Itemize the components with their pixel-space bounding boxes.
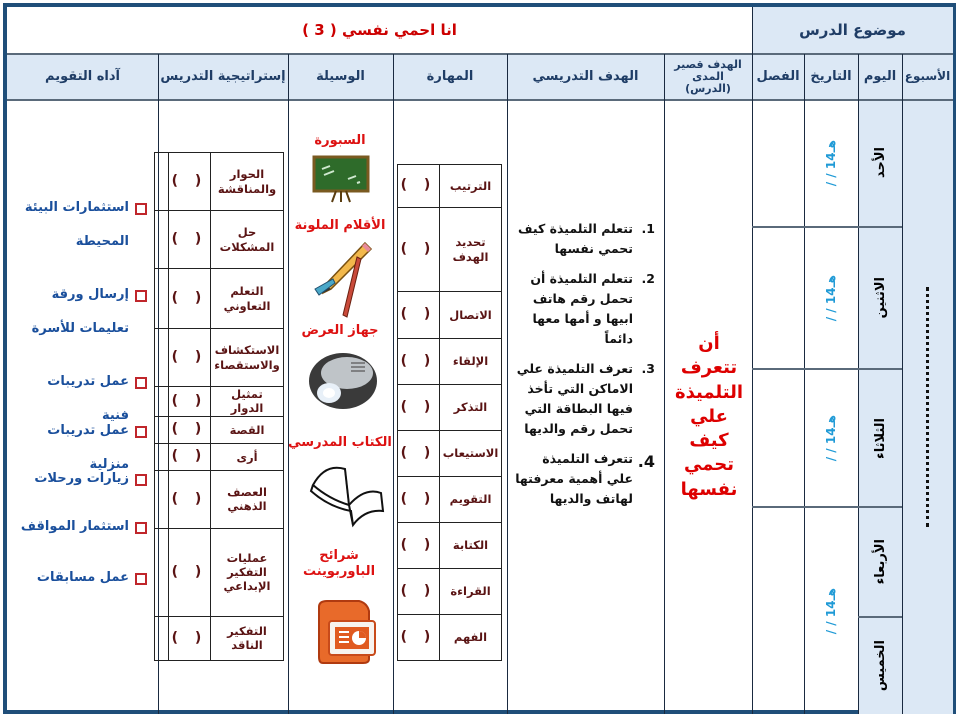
strategy-mark[interactable]: ( ) bbox=[169, 269, 211, 329]
chalkboard-icon bbox=[312, 155, 370, 203]
skill-mark[interactable]: ( ) bbox=[398, 339, 440, 385]
skill-label: الإلقاء bbox=[440, 339, 502, 385]
skill-mark[interactable]: ( ) bbox=[398, 292, 440, 339]
date-field-tuesday[interactable]: / / 14هـ bbox=[824, 414, 838, 462]
skill-mark[interactable]: ( ) bbox=[398, 165, 440, 208]
pencils-icon bbox=[313, 239, 373, 319]
strategy-label: تمثيل الدوار bbox=[211, 387, 284, 417]
header-week: الأسبوع bbox=[904, 69, 951, 84]
media-label-powerpoint: شرائح الباوربوينت bbox=[302, 548, 376, 580]
media-label-chalkboard: السبورة bbox=[314, 133, 366, 148]
eval-item-situations[interactable]: استثمار المواقف bbox=[17, 521, 147, 544]
day-thursday: الخميس bbox=[872, 640, 888, 692]
objective-item: 1. تتعلم التلميذة كيف تحمي نفسها bbox=[518, 221, 655, 256]
projector-icon bbox=[307, 345, 379, 413]
header-skill: المهارة bbox=[426, 68, 474, 84]
eval-item-family-sheet[interactable]: إرسال ورقة تعليمات للأسرة bbox=[17, 289, 147, 346]
strategy-mark[interactable]: ( ) bbox=[169, 443, 211, 470]
checkbox-icon[interactable] bbox=[135, 573, 147, 585]
media-label-pencils: الأقلام الملونة bbox=[294, 218, 386, 233]
day-sunday: الأحد bbox=[872, 147, 888, 179]
skill-label: التذكر bbox=[440, 385, 502, 431]
strategy-table bbox=[154, 152, 284, 661]
eval-item-art-exercises[interactable]: عمل تدريبات فنية bbox=[17, 376, 147, 433]
checkbox-icon[interactable] bbox=[135, 474, 147, 486]
day-wednesday: الأربعاء bbox=[872, 539, 888, 585]
lesson-plan-table bbox=[3, 3, 956, 714]
skill-label: الاتصال bbox=[440, 292, 502, 339]
strategy-mark[interactable]: ( ) bbox=[169, 329, 211, 387]
header-date: التاريخ bbox=[810, 68, 852, 84]
skill-mark[interactable]: ( ) bbox=[398, 523, 440, 569]
header-short-goal: الهدف قصير المدى (الدرس) bbox=[674, 57, 742, 96]
lesson-title: انا احمي نفسي ( 3 ) bbox=[302, 20, 457, 39]
day-monday: الاثنين bbox=[872, 277, 888, 319]
checkbox-icon[interactable] bbox=[135, 377, 147, 389]
checkbox-icon[interactable] bbox=[135, 522, 147, 534]
strategy-mark[interactable]: ( ) bbox=[169, 616, 211, 660]
strategy-mark[interactable]: ( ) bbox=[169, 211, 211, 269]
strategy-label: الاستكشاف والاستقصاء bbox=[211, 329, 284, 387]
objective-item: 3. تعرف التلميذة علي الاماكن التي تأخذ فيها البطاقة التي تحمل رقم والديها bbox=[516, 361, 655, 436]
media-label-textbook: الكتاب المدرسي bbox=[288, 435, 392, 450]
topic-label: موضوع الدرس bbox=[799, 20, 906, 39]
date-field-monday[interactable]: / / 14هـ bbox=[824, 274, 838, 322]
strategy-mark[interactable]: ( ) bbox=[169, 387, 211, 417]
header-strategy: إستراتيجية التدريس bbox=[160, 68, 286, 84]
eval-item-competitions[interactable]: عمل مسابقات bbox=[17, 572, 147, 595]
skills-table bbox=[397, 164, 502, 661]
eval-item-home-exercises[interactable]: عمل تدريبات منزلية bbox=[17, 425, 147, 482]
strategy-label: العصف الذهني bbox=[211, 470, 284, 528]
skill-mark[interactable]: ( ) bbox=[398, 385, 440, 431]
eval-item-environment[interactable]: استثمارات البيئة المحيطة bbox=[17, 202, 147, 259]
media-label-projector: جهاز العرض bbox=[301, 323, 379, 338]
strategy-mark[interactable]: ( ) bbox=[169, 416, 211, 443]
strategy-label: التعلم التعاوني bbox=[211, 269, 284, 329]
header-day: اليوم bbox=[863, 68, 897, 84]
skill-label: الفهم bbox=[440, 615, 502, 661]
strategy-mark[interactable]: ( ) bbox=[169, 470, 211, 528]
skill-mark[interactable]: ( ) bbox=[398, 569, 440, 615]
eval-item-trips[interactable]: زيارات ورحلات bbox=[17, 473, 147, 496]
powerpoint-icon bbox=[315, 599, 379, 665]
skill-mark[interactable]: ( ) bbox=[398, 431, 440, 477]
short-goal-text: أن تتعرف التلميذة علي كيف تحمي نفسها bbox=[674, 333, 744, 500]
strategy-label: الحوار والمناقشة bbox=[211, 153, 284, 211]
strategy-label: حل المشكلات bbox=[211, 211, 284, 269]
strategy-mark[interactable]: ( ) bbox=[169, 153, 211, 211]
header-class: الفصل bbox=[756, 68, 800, 84]
date-field-sunday[interactable]: / / 14هـ bbox=[824, 139, 838, 187]
book-icon bbox=[305, 459, 387, 529]
skill-mark[interactable]: ( ) bbox=[398, 208, 440, 292]
header-evaluation: آداه التقويم bbox=[45, 68, 121, 84]
strategy-label: أرى bbox=[211, 443, 284, 470]
day-tuesday: الثلاثاء bbox=[872, 417, 888, 459]
objective-item: 4. تتعرف التلميذة علي أهمية معرفتها لهاتف والديها bbox=[515, 451, 655, 506]
skill-label: تحديد الهدف bbox=[440, 208, 502, 292]
objective-item: 2. تتعلم التلميذة أن تحمل رقم هاتف ابيها و أمها معها دائماً bbox=[530, 271, 655, 346]
strategy-label: التفكير الناقد bbox=[211, 616, 284, 660]
strategy-mark[interactable]: ( ) bbox=[169, 528, 211, 616]
skill-label: القراءة bbox=[440, 569, 502, 615]
strategy-label: عمليات التفكير الإبداعي bbox=[211, 528, 284, 616]
skill-label: الترتيب bbox=[440, 165, 502, 208]
date-field-wednesday-thursday[interactable]: / / 14هـ bbox=[824, 587, 838, 635]
header-media: الوسيلة bbox=[316, 68, 365, 84]
week-value-dotted[interactable] bbox=[926, 287, 929, 527]
checkbox-icon[interactable] bbox=[135, 203, 147, 215]
teaching-objectives bbox=[515, 219, 655, 519]
skill-label: التقويم bbox=[440, 477, 502, 523]
skill-label: الاستيعاب bbox=[440, 431, 502, 477]
skill-label: الكتابة bbox=[440, 523, 502, 569]
checkbox-icon[interactable] bbox=[135, 426, 147, 438]
skill-mark[interactable]: ( ) bbox=[398, 477, 440, 523]
checkbox-icon[interactable] bbox=[135, 290, 147, 302]
header-teaching-goal: الهدف التدريسي bbox=[532, 68, 639, 84]
strategy-label: القصة bbox=[211, 416, 284, 443]
skill-mark[interactable]: ( ) bbox=[398, 615, 440, 661]
